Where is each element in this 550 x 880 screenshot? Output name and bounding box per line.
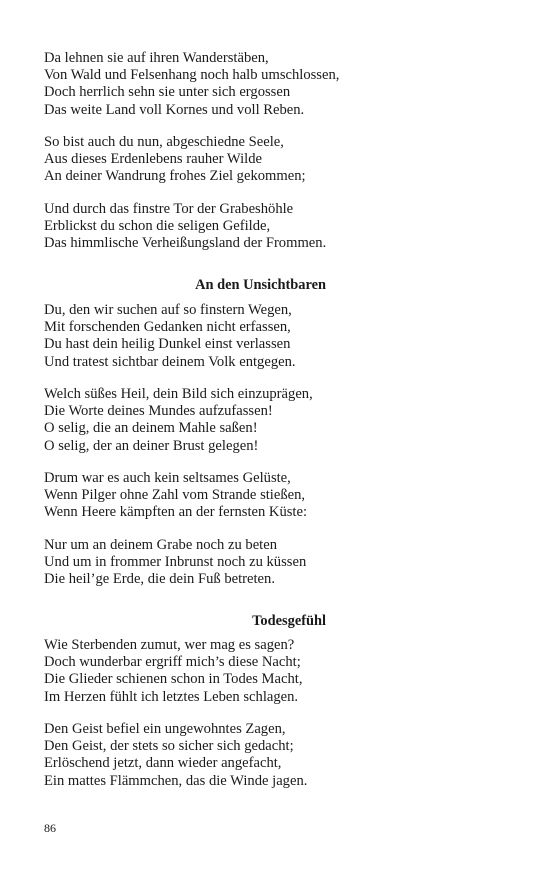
verse-line: Und tratest sichtbar deinem Volk entgegen. — [44, 353, 296, 370]
verse-line: O selig, der an deiner Brust gelegen! — [44, 437, 259, 454]
stanza — [44, 50, 514, 119]
verse-line: Erblickst du schon die seligen Gefilde, — [44, 218, 271, 235]
verse-line: Aus dieses Erdenlebens rauher Wilde — [44, 151, 262, 168]
verse-line: Drum war es auch kein seltsames Gelüste, — [44, 470, 291, 486]
stanza — [44, 637, 514, 706]
stanza — [44, 302, 514, 371]
verse-line: Doch herrlich sehn sie unter sich ergossen — [44, 84, 291, 101]
verse-line: Die Worte deines Mundes aufzufassen! — [44, 403, 273, 420]
poem-title: An den Unsichtbaren — [195, 277, 326, 293]
verse-line: Den Geist, der stets so sicher sich gedacht; — [44, 738, 294, 755]
verse-line: Und um in frommer Inbrunst noch zu küssen — [44, 554, 307, 571]
verse-line: Du hast dein heilig Dunkel einst verlassen — [44, 336, 291, 353]
verse-line: O selig, die an deinem Mahle saßen! — [44, 420, 258, 437]
stanza — [44, 201, 514, 253]
verse-line: An deiner Wandrung frohes Ziel gekommen; — [44, 168, 306, 185]
page-number: 86 — [44, 821, 56, 835]
verse-line: Erlöschend jetzt, dann wieder angefacht, — [44, 755, 282, 772]
verse-line: Und durch das finstre Tor der Grabeshöhle — [44, 201, 294, 217]
verse-line: Wie Sterbenden zumut, wer mag es sagen? — [44, 637, 295, 653]
verse-line: Im Herzen fühlt ich letztes Leben schlagen. — [44, 688, 299, 705]
verse-line: Da lehnen sie auf ihren Wanderstäben, — [44, 50, 269, 66]
stanza — [44, 134, 514, 186]
verse-line: So bist auch du nun, abgeschiedne Seele, — [44, 134, 284, 150]
verse-line: Die Glieder schienen schon in Todes Macht, — [44, 671, 303, 688]
poem-title: Todesgefühl — [252, 613, 326, 629]
verse-line: Nur um an deinem Grabe noch zu beten — [44, 537, 278, 553]
stanza — [44, 537, 514, 589]
verse-line: Das weite Land voll Kornes und voll Reben. — [44, 101, 305, 118]
stanza — [44, 386, 514, 455]
verse-line: Wenn Heere kämpften an der fernsten Küste: — [44, 504, 308, 521]
verse-line: Von Wald und Felsenhang noch halb umschlossen, — [44, 67, 340, 84]
verse-line: Das himmlische Verheißungsland der Frommen. — [44, 235, 327, 252]
stanza — [44, 721, 514, 790]
verse-line: Welch süßes Heil, dein Bild sich einzuprägen, — [44, 386, 313, 402]
verse-line: Den Geist befiel ein ungewohntes Zagen, — [44, 721, 286, 737]
verse-line: Du, den wir suchen auf so finstern Wegen, — [44, 302, 292, 318]
verse-line: Doch wunderbar ergriff mich’s diese Nacht; — [44, 654, 301, 671]
verse-line: Ein mattes Flämmchen, das die Winde jagen. — [44, 772, 308, 789]
verse-line: Wenn Pilger ohne Zahl vom Strande stießen, — [44, 487, 306, 504]
verse-line: Mit forschenden Gedanken nicht erfassen, — [44, 319, 291, 336]
stanza — [44, 470, 514, 522]
verse-line: Die heil’ge Erde, die dein Fuß betreten. — [44, 571, 275, 588]
